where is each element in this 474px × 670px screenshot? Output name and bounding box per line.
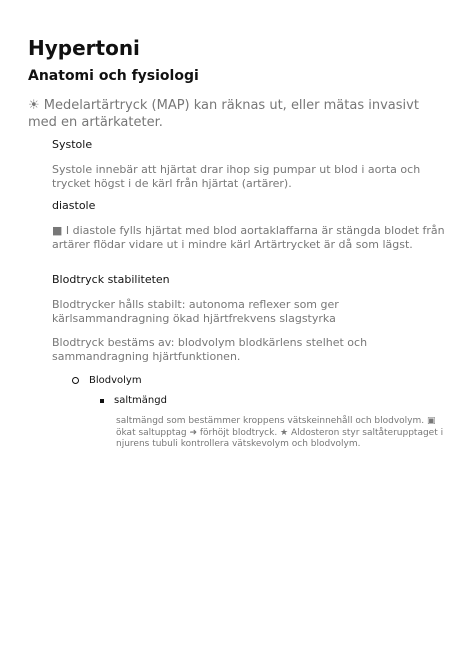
list-item-label: Blodvolym <box>89 375 142 386</box>
systole-text: Systole innebär att hjärtat drar ihop sig pumpar ut blod i aorta och trycket högst i de kärl från hjärtat (artärer). <box>52 163 421 190</box>
list-item-saltmangd <box>100 394 167 407</box>
diastole-heading: diastole <box>52 199 96 212</box>
list-item-blodvolym <box>72 374 142 387</box>
blodtryck-text-2: Blodtryck bestäms av: blodvolym blodkärlens stelhet och sammandragning hjärtfunktionen. <box>52 336 368 363</box>
list-item-label: saltmängd <box>114 395 167 406</box>
intro-paragraph: ☀ Medelartärtryck (MAP) kan räknas ut, eller mätas invasivt med en artärkateter. <box>28 98 419 130</box>
blodtryck-heading: Blodtryck stabiliteten <box>52 273 170 286</box>
systole-heading: Systole <box>52 138 93 151</box>
circle-bullet-icon <box>72 377 79 384</box>
square-bullet-icon <box>100 399 104 403</box>
section-title: Anatomi och fysiologi <box>28 68 199 84</box>
page-title: Hypertoni <box>28 36 140 60</box>
blodtryck-text-1: Blodtrycker hålls stabilt: autonoma reflexer som ger kärlsammandragning ökad hjärtfrekvens slagstyrka <box>52 298 339 325</box>
saltmangd-detail: saltmängd som bestämmer kroppens vätskeinnehåll och blodvolym. ▣ ökat saltupptag ➜ förhöjt blodtryck. ★ Aldosteron styr saltåterupptaget i njurens tubuli kontrollera vätskevolym och blodvolym. <box>116 416 444 449</box>
diastole-text: ■ I diastole fylls hjärtat med blod aortaklaffarna är stängda blodet från artärer flödar vidare ut i mindre kärl Artärtrycket är då som lägst. <box>52 224 445 251</box>
